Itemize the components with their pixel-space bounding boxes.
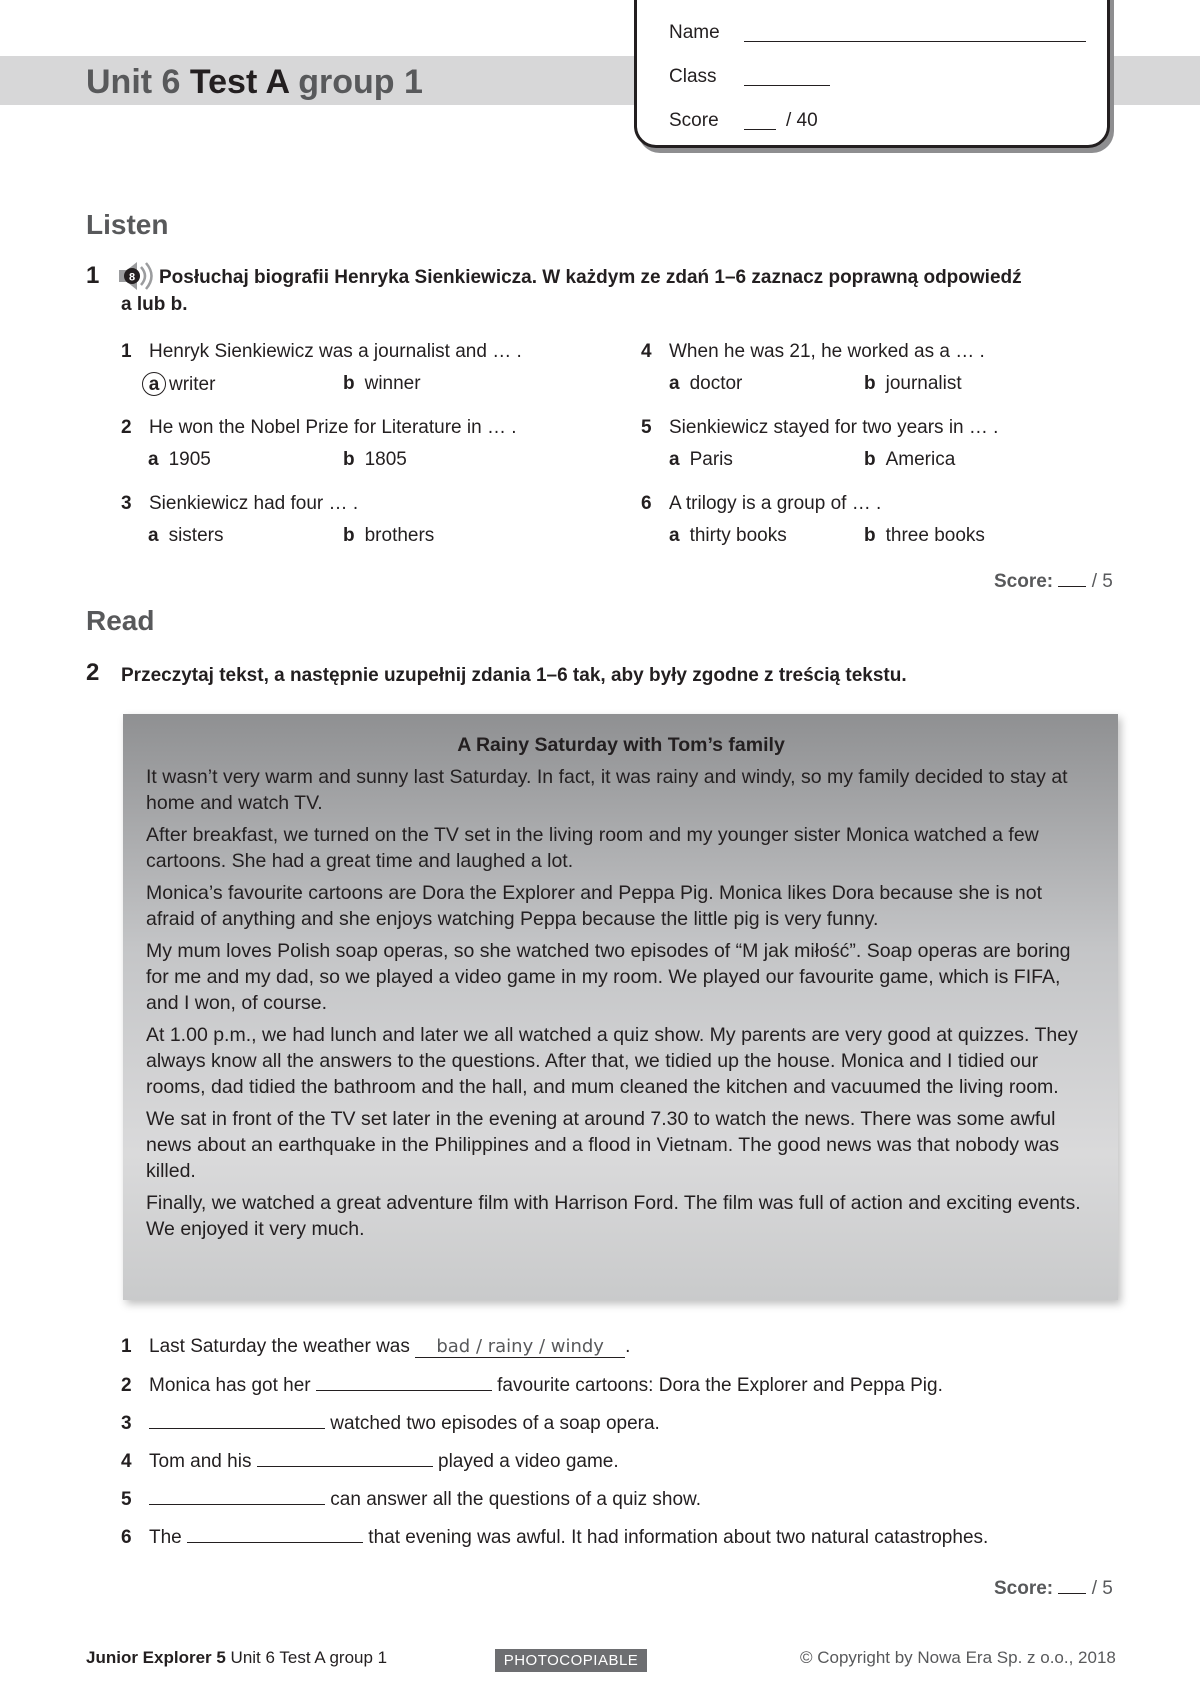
listen-question-2: 2 He won the Nobel Prize for Literature in … . [121, 417, 517, 438]
exercise-2-instruction: Przeczytaj tekst, a następnie uzupełnij zdania 1–6 tak, aby były zgodne z treścią tekstu. [121, 665, 907, 686]
reading-paragraph-1: It wasn’t very warm and sunny last Saturday. In fact, it was rainy and windy, so my family decided to stay at home and watch TV. [146, 766, 1068, 814]
sentence-4-blank[interactable] [257, 1448, 433, 1467]
reading-paragraph-7: Finally, we watched a great adventure film with Harrison Ford. The film was full of action and exciting events. We enjoyed it very much. [146, 1192, 1081, 1240]
sentence-6-blank[interactable] [187, 1524, 363, 1543]
listen-question-3: 3 Sienkiewicz had four … . [121, 493, 359, 514]
read-sentence-5: 5 can answer all the questions of a quiz show. [121, 1486, 701, 1513]
exercise-1-instruction-cont: a lub b. [121, 294, 188, 315]
listen-question-1: 1 Henryk Sienkiewicz was a journalist and … . [121, 341, 522, 362]
listen-question-5: 5 Sienkiewicz stayed for two years in … . [641, 417, 999, 438]
photocopiable-badge: PHOTOCOPIABLE [495, 1649, 647, 1672]
read-sentence-6: 6 The that evening was awful. It had information about two natural catastrophes. [121, 1524, 988, 1551]
audio-track-icon [117, 259, 159, 293]
selected-answer-circle: a [142, 372, 166, 396]
read-sentence-1: 1 Last Saturday the weather was bad / rainy / windy . [121, 1336, 631, 1357]
class-field[interactable] [744, 85, 830, 86]
sentence-5-blank[interactable] [149, 1486, 325, 1505]
score-label: Score [669, 110, 719, 131]
read-score-blank[interactable] [1058, 1575, 1086, 1594]
name-field[interactable] [744, 41, 1086, 42]
reading-paragraph-6: We sat in front of the TV set later in the evening at around 7.30 to watch the news. There was some awful news about an earthquake in the Philippines and a flood in Vietnam. The good news was that nobody was killed. [146, 1108, 1060, 1182]
listen-q6-option-a[interactable]: a thirty books [669, 525, 787, 546]
score-field[interactable] [744, 129, 776, 130]
read-sentence-4: 4 Tom and his played a video game. [121, 1448, 619, 1475]
listen-q6-option-b[interactable]: b three books [864, 525, 985, 546]
read-sentence-3: 3 watched two episodes of a soap opera. [121, 1410, 660, 1437]
listen-q1-option-b[interactable]: b winner [343, 373, 421, 394]
page-title: Unit 6 Test A group 1 [86, 63, 423, 101]
listen-q2-option-a[interactable]: a 1905 [148, 449, 211, 470]
listen-q2-option-b[interactable]: b 1805 [343, 449, 407, 470]
exercise-1-instruction: Posłuchaj biografii Henryka Sienkiewicza. W każdym ze zdań 1–6 zaznacz poprawną odpowiedź [159, 267, 1022, 288]
name-label: Name [669, 22, 720, 43]
class-label: Class [669, 66, 717, 87]
listen-q4-option-a[interactable]: a doctor [669, 373, 743, 394]
read-score: Score: / 5 [994, 1575, 1113, 1600]
listen-score-blank[interactable] [1058, 568, 1086, 587]
exercise-2-number: 2 [86, 659, 100, 686]
listen-heading: Listen [86, 209, 169, 240]
listen-q4-option-b[interactable]: b journalist [864, 373, 962, 394]
reading-text-title: A Rainy Saturday with Tom’s family [457, 734, 785, 756]
listen-q1-option-a[interactable]: a writer [142, 372, 215, 396]
listen-q5-option-a[interactable]: a Paris [669, 449, 733, 470]
read-heading: Read [86, 605, 155, 636]
sentence-3-blank[interactable] [149, 1410, 325, 1429]
sentence-2-blank[interactable] [316, 1372, 492, 1391]
reading-paragraph-5: At 1.00 p.m., we had lunch and later we all watched a quiz show. My parents are very good at quizzes. They always know all the answers to the questions. After that, we tidied up the house. Monica and I tidied our rooms, dad tidied the bathroom and the hall, and mum cleaned the kitchen and vacuumed the living room. [146, 1024, 1078, 1098]
score-total: / 40 [786, 110, 818, 131]
track-number: 8 [128, 271, 136, 284]
exercise-1-number: 1 [86, 262, 100, 289]
listen-question-6: 6 A trilogy is a group of … . [641, 493, 882, 514]
reading-paragraph-3: Monica’s favourite cartoons are Dora the Explorer and Peppa Pig. Monica likes Dora because she is not afraid of anything and she enjoys watching Peppa because the little pig is very funny. [146, 882, 1043, 930]
listen-question-4: 4 When he was 21, he worked as a … . [641, 341, 985, 362]
reading-paragraph-2: After breakfast, we turned on the TV set in the living room and my younger sister Monica watched a few cartoons. She had a great time and laughed a lot. [146, 824, 1039, 872]
footer-book-info: Junior Explorer 5 Unit 6 Test A group 1 [86, 1648, 388, 1667]
reading-text [146, 732, 1096, 1248]
listen-score: Score: / 5 [994, 568, 1113, 593]
read-sentence-2: 2 Monica has got her favourite cartoons: Dora the Explorer and Peppa Pig. [121, 1372, 943, 1399]
footer-copyright: © Copyright by Nowa Era Sp. z o.o., 2018 [800, 1648, 1116, 1667]
sentence-1-answer[interactable]: bad / rainy / windy [415, 1339, 625, 1358]
listen-q3-option-b[interactable]: b brothers [343, 525, 435, 546]
reading-paragraph-4: My mum loves Polish soap operas, so she watched two episodes of “M jak miłość”. Soap operas are boring for me and my dad, so we played a video game in my room. We played our favourite game, which is FIFA, and I won, of course. [146, 940, 1071, 1014]
listen-q5-option-b[interactable]: b America [864, 449, 956, 470]
listen-q3-option-a[interactable]: a sisters [148, 525, 224, 546]
